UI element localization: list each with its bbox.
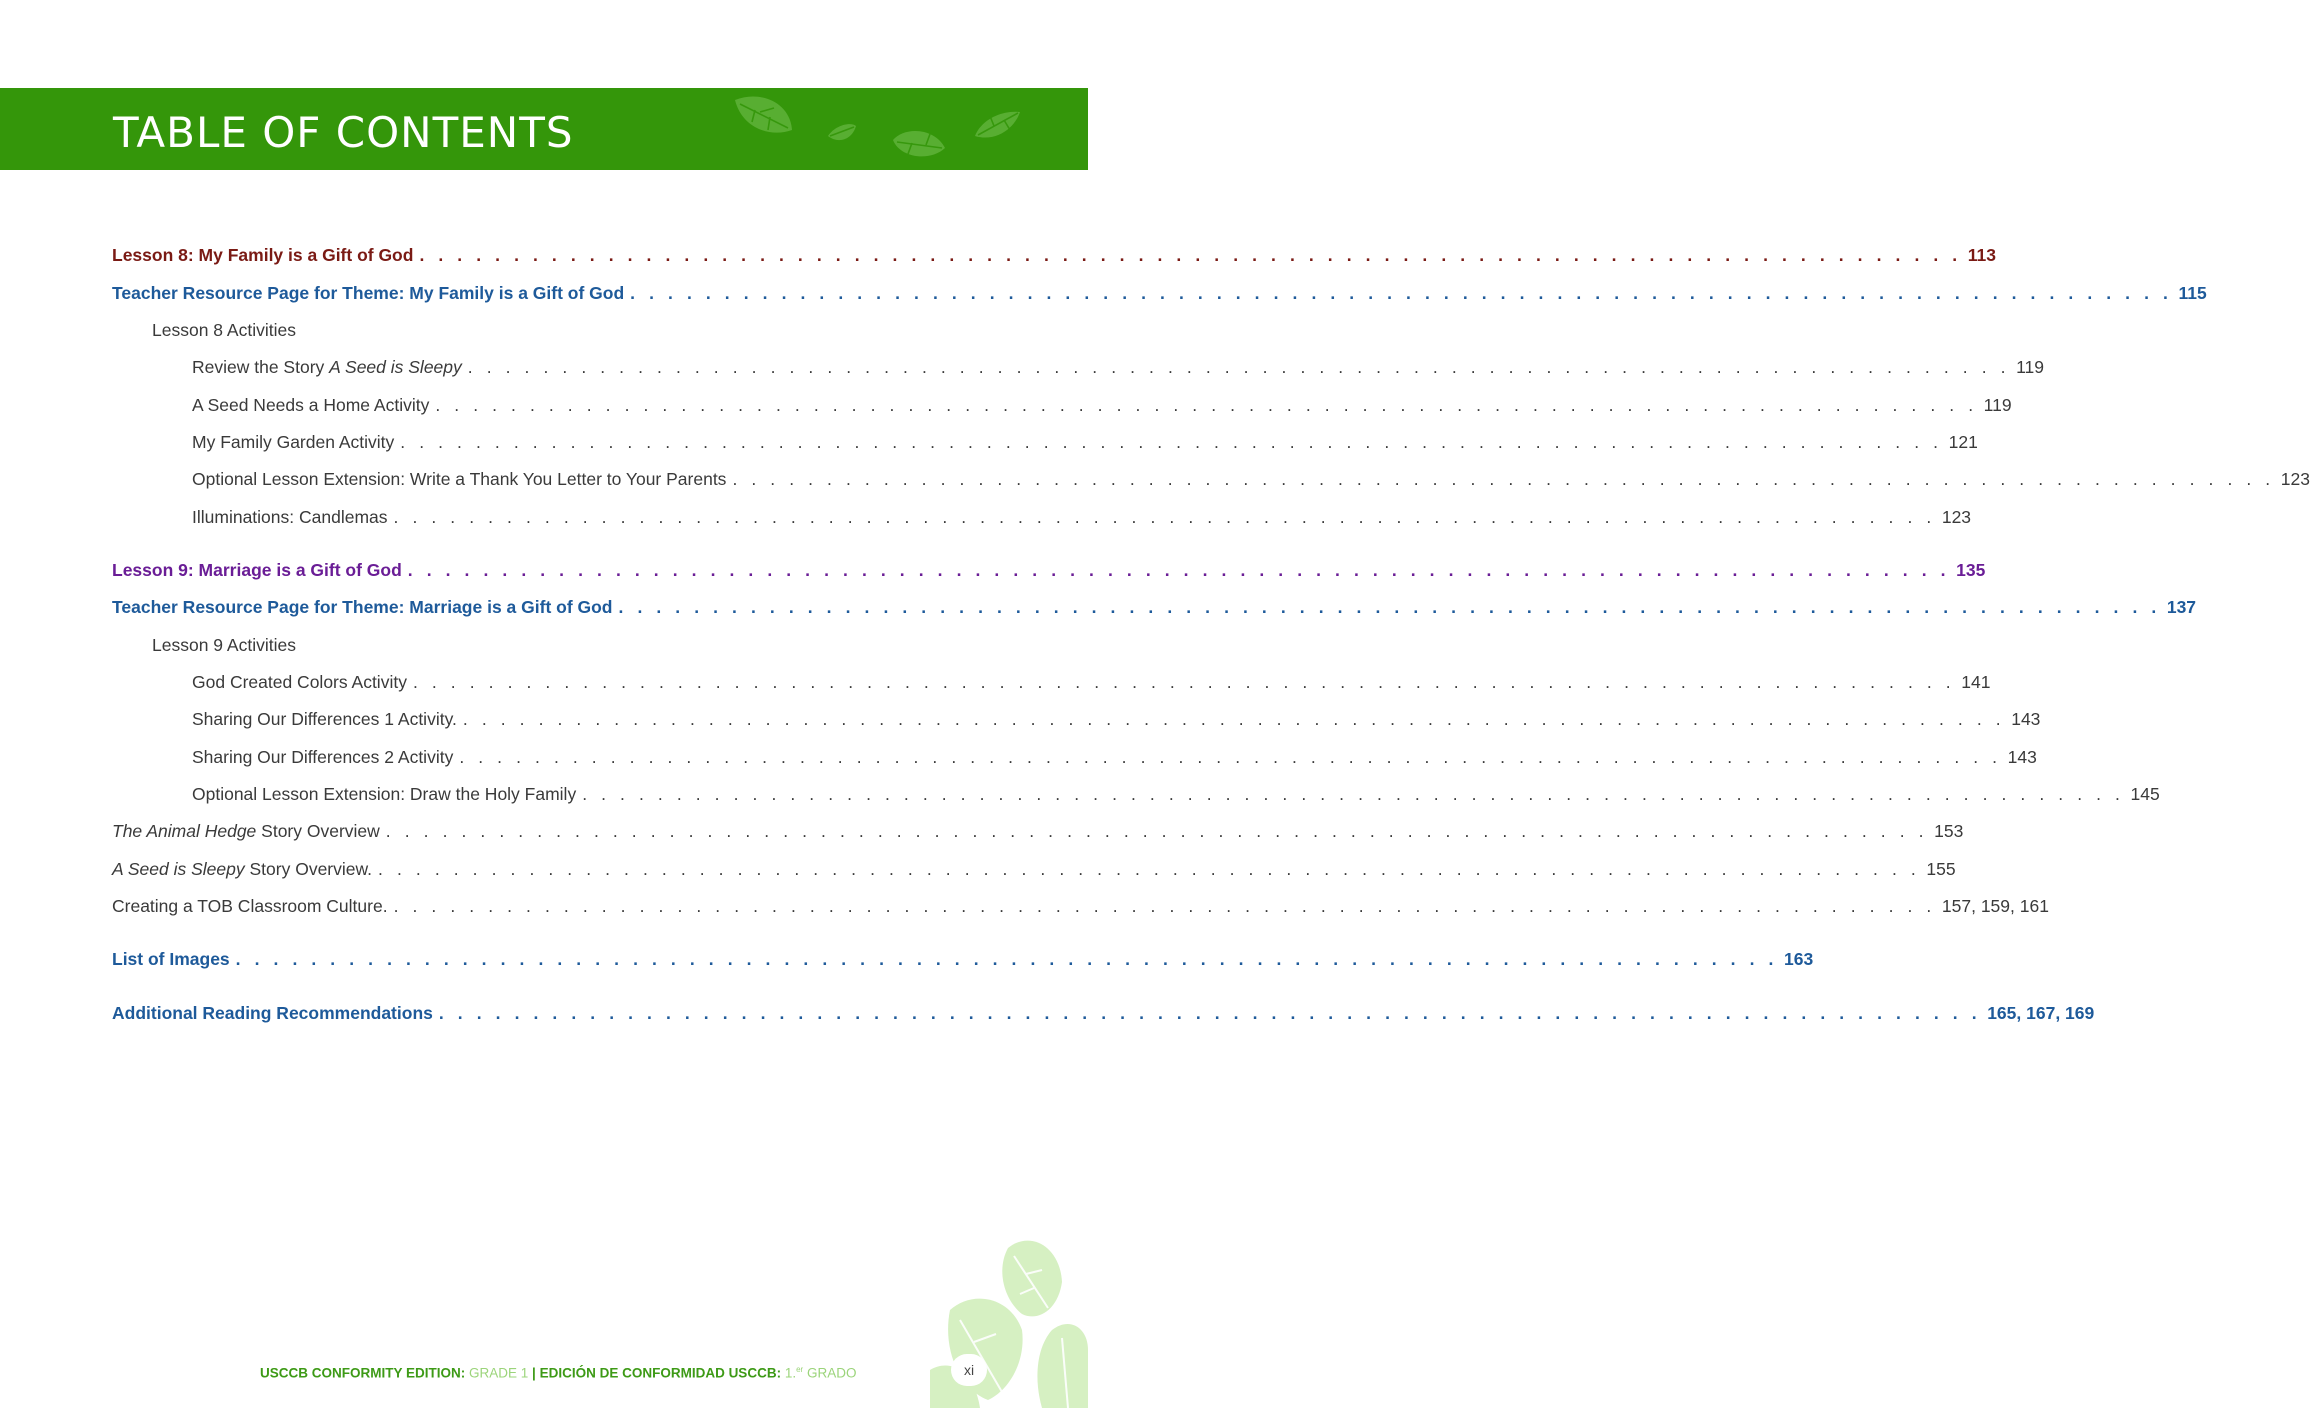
footer-edition-es: EDICIÓN DE CONFORMIDAD USCCB:: [539, 1365, 782, 1381]
toc-entry-title: Sharing Our Differences 2 Activity: [192, 747, 454, 767]
toc-entry-review-story[interactable]: [192, 355, 2045, 379]
toc-entry-page: 141: [1961, 672, 1991, 692]
toc-entry-teacher-resource-8[interactable]: [112, 281, 2207, 305]
toc-entry-sharing-differences-1[interactable]: [192, 707, 2041, 731]
toc-entry-page: 119: [2016, 357, 2045, 377]
toc-entry-page: 153: [1934, 821, 1964, 841]
toc-entry-page: 143: [2011, 709, 2041, 729]
toc-entry-title: Optional Lesson Extension: Draw the Holy Family: [192, 784, 577, 804]
toc-entry-title: Lesson 9 Activities: [152, 635, 296, 655]
dot-leader: . . . . . . . . . . . . . . . . . . . . . . . . . . . . . . . . . . . . . . . . . . . . . . . . . . . . . . . . . . . . . . . . . . . . . . . . . . . . . . . . . .: [393, 896, 1936, 916]
toc-entry-page: 123: [1941, 507, 1972, 527]
footer-grade-en: GRADE 1: [465, 1365, 529, 1381]
toc-entry-title: Additional Reading Recommendations: [112, 1003, 433, 1023]
toc-entry-thank-you-letter[interactable]: [192, 467, 2310, 491]
toc-entry-candlemas[interactable]: [192, 505, 1972, 529]
dot-leader: . . . . . . . . . . . . . . . . . . . . . . . . . . . . . . . . . . . . . . . . . . . . . . . . . . . . . . . . . . . . . . . . . . . . . . . . . . . . . . . . . .: [412, 672, 1956, 692]
toc-entry-lesson-9[interactable]: [112, 558, 1986, 582]
toc-entry-title: Lesson 9: Marriage is a Gift of God: [112, 560, 402, 580]
dot-leader: . . . . . . . . . . . . . . . . . . . . . . . . . . . . . . . . . . . . . . . . . . . . . . . . . . . . . . . . . . . . . . . . . . . . . . . . . . . . . . . . . .: [459, 747, 2002, 767]
dot-leader: . . . . . . . . . . . . . . . . . . . . . . . . . . . . . . . . . . . . . . . . . . . . . . . . . . . . . . . . . . . . . . . . . . . . . . . . . . . . . . . . . .: [235, 949, 1778, 969]
dot-leader: . . . . . . . . . . . . . . . . . . . . . . . . . . . . . . . . . . . . . . . . . . . . . . . . . . . . . . . . . . . . . . . . . . . . . . . . . . . . . . . . . .: [462, 709, 2006, 729]
dot-leader: . . . . . . . . . . . . . . . . . . . . . . . . . . . . . . . . . . . . . . . . . . . . . . . . . . . . . . . . . . . . . . . . . . . . . . . . . . . . . . . . . .: [385, 821, 1929, 841]
toc-entry-title-italic: A Seed is Sleepy: [112, 859, 245, 879]
header-banner: [0, 88, 1088, 170]
dot-leader: . . . . . . . . . . . . . . . . . . . . . . . . . . . . . . . . . . . . . . . . . . . . . . . . . . . . . . . . . . . . . . . . . . . . . . . . . . . . . . . . . .: [618, 597, 2161, 617]
toc-entry-title: Lesson 8: My Family is a Gift of God: [112, 245, 414, 265]
toc-entry-page: 145: [2130, 784, 2160, 804]
dot-leader: . . . . . . . . . . . . . . . . . . . . . . . . . . . . . . . . . . . . . . . . . . . . . . . . . . . . . . . . . . . . . . . . . . . . . . . . . . . . . . . . . .: [582, 784, 2125, 804]
toc-entry-page: 143: [2007, 747, 2037, 767]
toc-entry-title: Sharing Our Differences 1 Activity.: [192, 709, 457, 729]
toc-entry-title-italic: The Animal Hedge: [112, 821, 257, 841]
toc-entry-title: Teacher Resource Page for Theme: My Family is a Gift of God: [112, 283, 625, 303]
footer-edition-en: USCCB CONFORMITY EDITION:: [260, 1365, 466, 1381]
toc-entry-page: 155: [1926, 859, 1956, 879]
footer-edition-line: [260, 1360, 856, 1384]
toc-entry-page: 157, 159, 161: [1941, 896, 2049, 916]
toc-entry-title: Lesson 8 Activities: [152, 320, 296, 340]
toc-entry-seed-needs-home[interactable]: [192, 393, 2012, 417]
toc-entry-title: List of Images: [112, 949, 230, 969]
toc-entry-list-of-images[interactable]: [112, 947, 1814, 971]
toc-entry-title: My Family Garden Activity: [192, 432, 395, 452]
toc-entry-title: [112, 819, 380, 843]
dot-leader: . . . . . . . . . . . . . . . . . . . . . . . . . . . . . . . . . . . . . . . . . . . . . . . . . . . . . . . . . . . . . . . . . . . . . . . . . . . . . . . . . .: [407, 560, 1951, 580]
dot-leader: . . . . . . . . . . . . . . . . . . . . . . . . . . . . . . . . . . . . . . . . . . . . . . . . . . . . . . . . . . . . . . . . . . . . . . . . . . . . . . . . . .: [419, 245, 1962, 265]
toc-entry-page: 163: [1784, 949, 1814, 969]
toc-entry-title: A Seed Needs a Home Activity: [192, 395, 430, 415]
toc-entry-teacher-resource-9[interactable]: [112, 595, 2197, 619]
toc-entry-title-part: Story Overview: [256, 821, 380, 841]
toc-entry-page: 137: [2166, 597, 2197, 617]
dot-leader: . . . . . . . . . . . . . . . . . . . . . . . . . . . . . . . . . . . . . . . . . . . . . . . . . . . . . . . . . . . . . . . . . . . . . . . . . . . . . . . . . .: [400, 432, 1943, 452]
toc-entry-page: 135: [1956, 560, 1986, 580]
toc-entry-page: 119: [1983, 395, 2012, 415]
toc-entry-title-part: Review the Story: [192, 357, 330, 377]
toc-entry-god-created-colors[interactable]: [192, 670, 1991, 694]
toc-entry-title-part: Story Overview.: [244, 859, 373, 879]
footer-grade-es-word: GRADO: [803, 1365, 857, 1381]
toc-entry-title-italic: A Seed is Sleepy: [329, 357, 462, 377]
page-title: TABLE OF CONTENTS: [113, 108, 574, 157]
toc-entry-page: 113: [1967, 245, 1997, 265]
toc-entry-family-garden[interactable]: [192, 430, 1978, 454]
footer-grade-es-ordinal: er: [796, 1365, 804, 1374]
toc-entry-seed-sleepy-overview[interactable]: [112, 857, 1956, 881]
toc-entry-title: Optional Lesson Extension: Write a Thank You Letter to Your Parents: [192, 469, 727, 489]
toc-entry-lesson-8[interactable]: [112, 243, 1997, 267]
dot-leader: . . . . . . . . . . . . . . . . . . . . . . . . . . . . . . . . . . . . . . . . . . . . . . . . . . . . . . . . . . . . . . . . . . . . . . . . . . . . . . . . . .: [630, 283, 2173, 303]
toc-subheading-lesson-8-activities: [152, 318, 976, 342]
dot-leader: . . . . . . . . . . . . . . . . . . . . . . . . . . . . . . . . . . . . . . . . . . . . . . . . . . . . . . . . . . . . . . . . . . . . . . . . . . . . . . . . . .: [435, 395, 1978, 415]
toc-entry-title: Teacher Resource Page for Theme: Marriage is a Gift of God: [112, 597, 613, 617]
toc-entry-classroom-culture[interactable]: [112, 894, 2049, 918]
toc-entry-animal-hedge-overview[interactable]: [112, 819, 1964, 843]
dot-leader: . . . . . . . . . . . . . . . . . . . . . . . . . . . . . . . . . . . . . . . . . . . . . . . . . . . . . . . . . . . . . . . . . . . . . . . . . . . . . . . . . .: [732, 469, 2275, 489]
toc-entry-title: [192, 355, 462, 379]
toc-entry-title: Illuminations: Candlemas: [192, 507, 388, 527]
dot-leader: . . . . . . . . . . . . . . . . . . . . . . . . . . . . . . . . . . . . . . . . . . . . . . . . . . . . . . . . . . . . . . . . . . . . . . . . . . . . . . . . . .: [438, 1003, 1982, 1023]
toc-entry-title: [112, 857, 372, 881]
toc-entry-title: Creating a TOB Classroom Culture.: [112, 896, 388, 916]
toc-entry-title: God Created Colors Activity: [192, 672, 407, 692]
toc-entry-page: 123: [2280, 469, 2310, 489]
dot-leader: . . . . . . . . . . . . . . . . . . . . . . . . . . . . . . . . . . . . . . . . . . . . . . . . . . . . . . . . . . . . . . . . . . . . . . . . . . . . . . . . . .: [467, 357, 2011, 377]
footer-separator: |: [528, 1365, 540, 1381]
toc-entry-sharing-differences-2[interactable]: [192, 745, 2037, 769]
toc-entry-page: 115: [2178, 283, 2207, 303]
corner-leaf-decoration-icon: [930, 1230, 1088, 1408]
page-number: xi: [951, 1354, 987, 1386]
toc-subheading-lesson-9-activities: [152, 633, 976, 657]
toc-entry-holy-family[interactable]: [192, 782, 2160, 806]
toc-entry-page: 121: [1948, 432, 1978, 452]
dot-leader: . . . . . . . . . . . . . . . . . . . . . . . . . . . . . . . . . . . . . . . . . . . . . . . . . . . . . . . . . . . . . . . . . . . . . . . . . . . . . . . . . .: [378, 859, 1921, 879]
toc-entry-page: 165, 167, 169: [1987, 1003, 2095, 1023]
toc-entry-additional-reading[interactable]: [112, 1001, 2095, 1025]
dot-leader: . . . . . . . . . . . . . . . . . . . . . . . . . . . . . . . . . . . . . . . . . . . . . . . . . . . . . . . . . . . . . . . . . . . . . . . . . . . . . . . . . .: [393, 507, 1936, 527]
footer-grade-es-number: 1.: [781, 1365, 797, 1381]
